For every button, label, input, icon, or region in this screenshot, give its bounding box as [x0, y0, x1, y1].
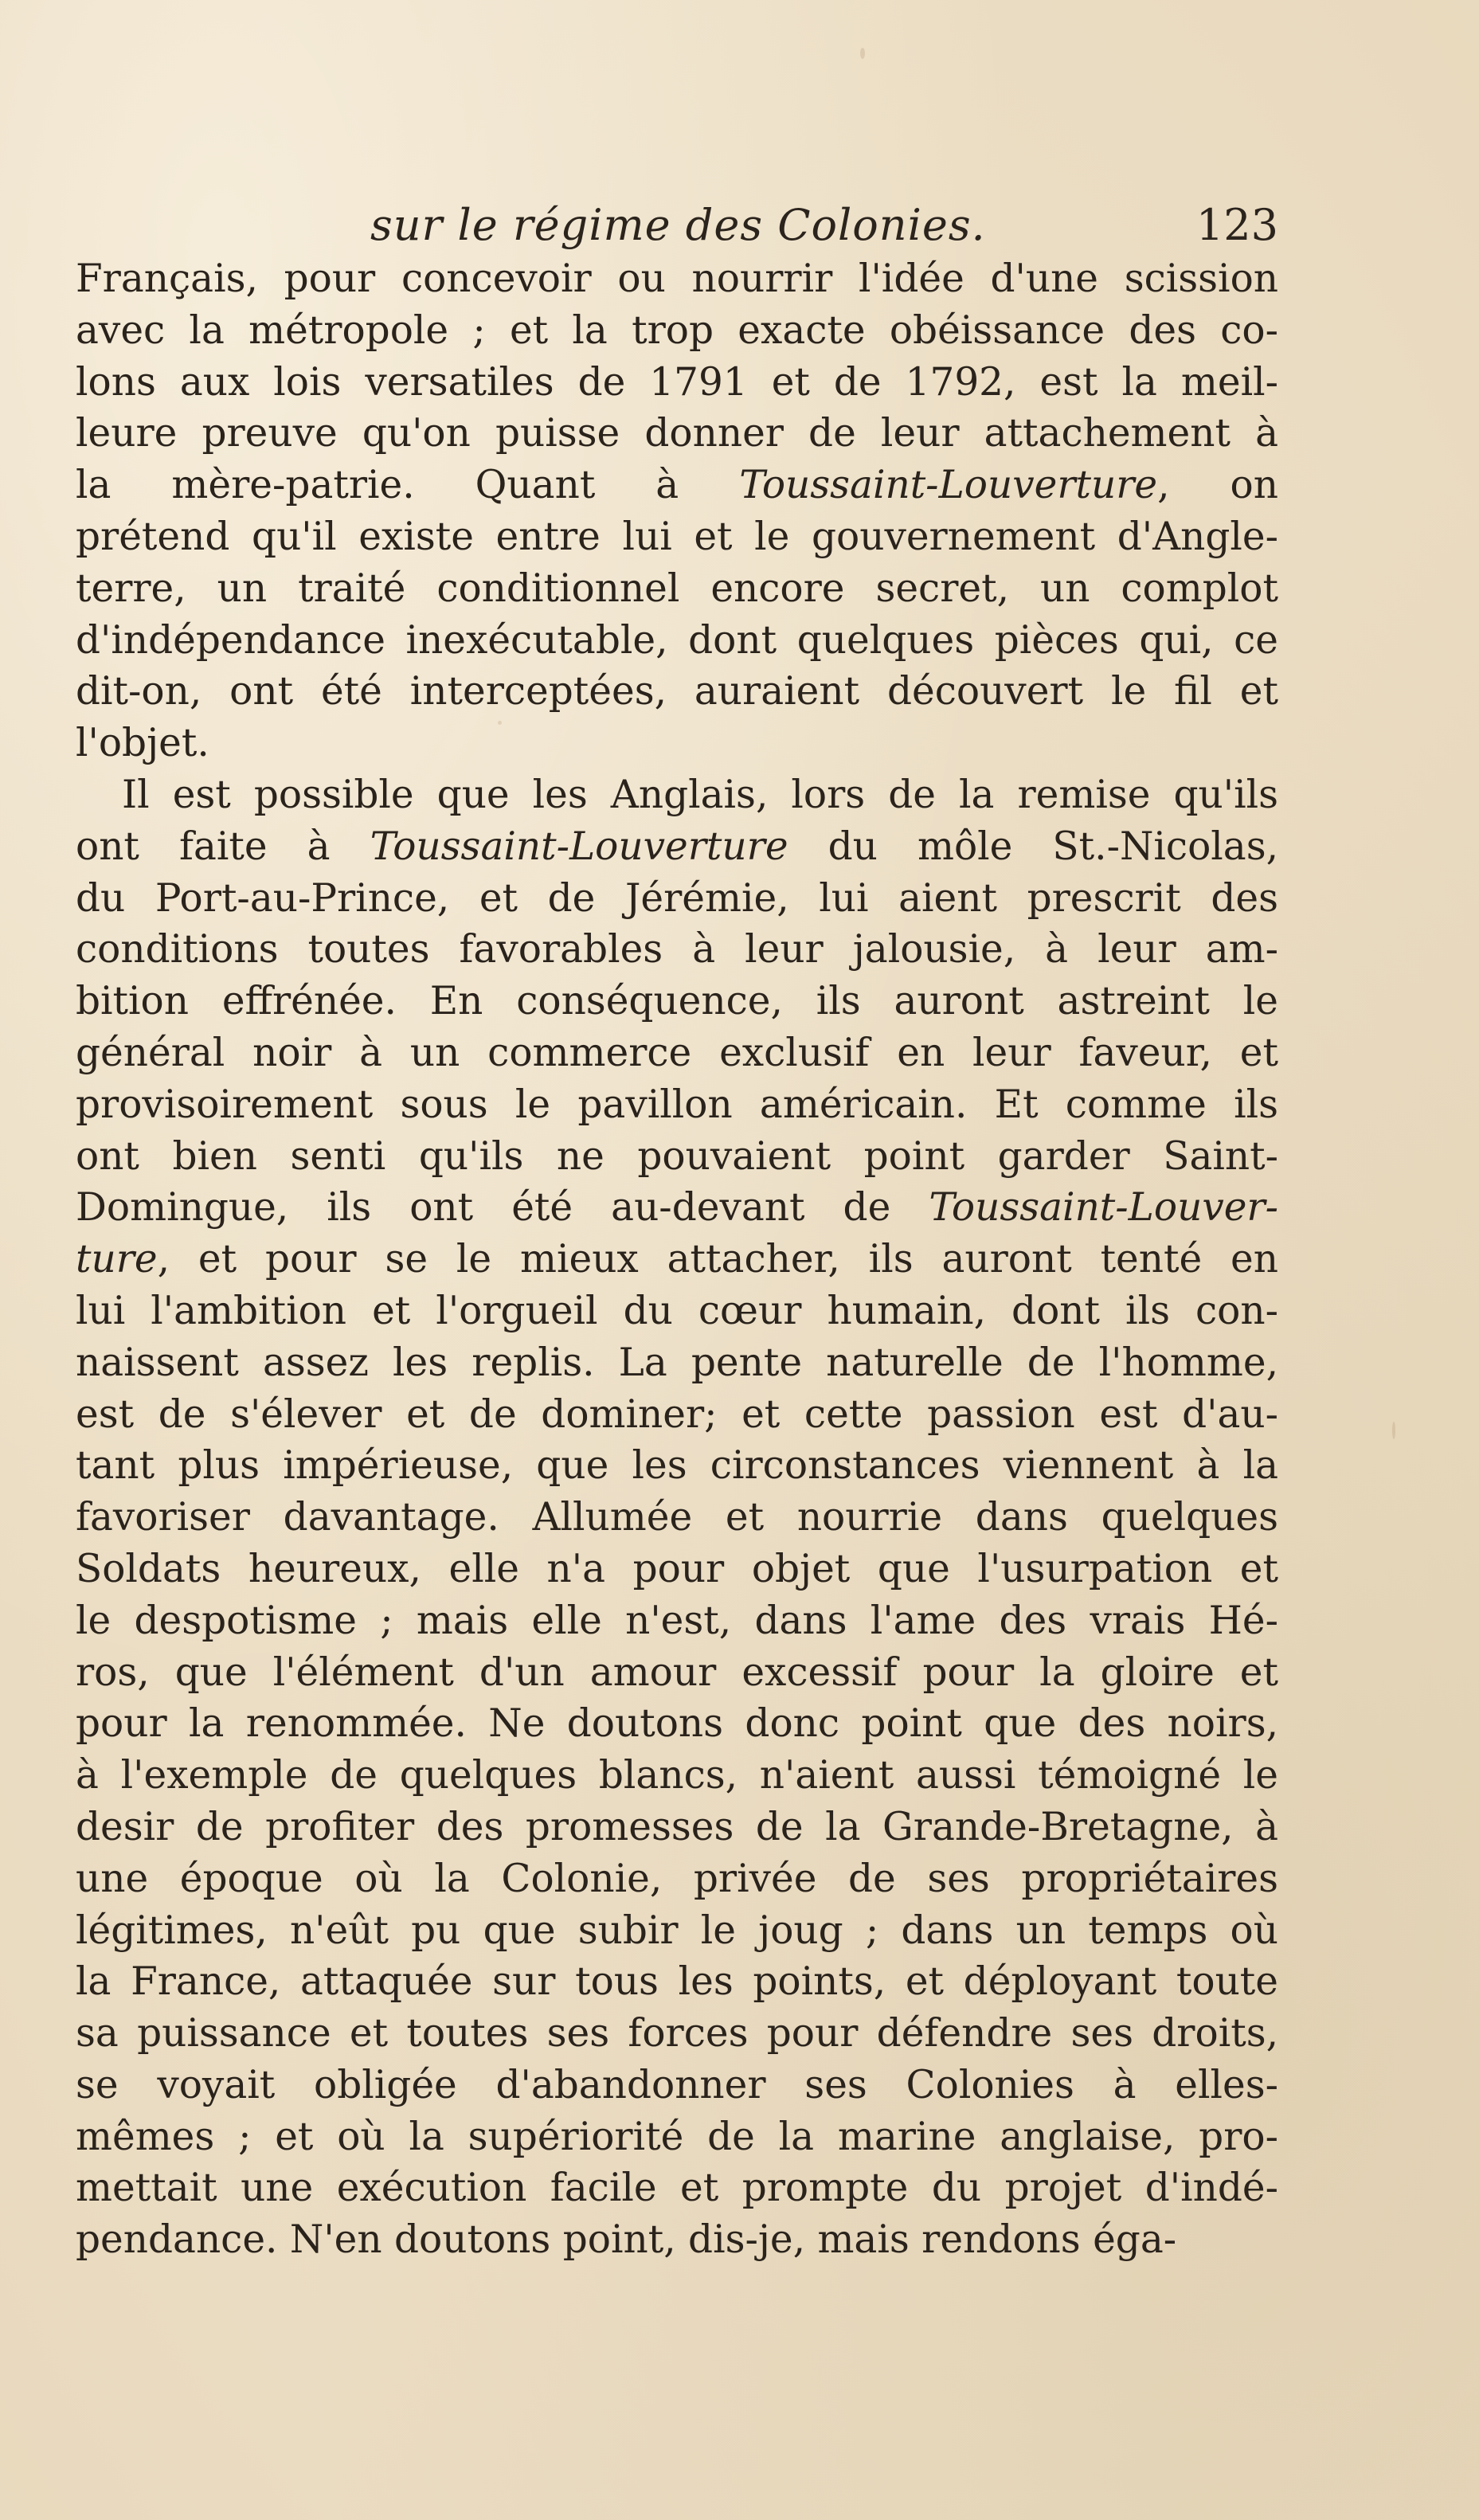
text-line [76, 1079, 1278, 1131]
page-number: 123 [1195, 200, 1278, 250]
text-segment: du Port-au-Prince, et de Jérémie, lui aient prescrit des [76, 875, 1278, 921]
text-line [76, 1131, 1278, 1183]
text-segment: prétend qu'il existe entre lui et le gouvernement d'Angle- [76, 514, 1278, 559]
text-line [76, 1337, 1278, 1389]
text-segment: leure preuve qu'on puisse donner de leur attachement à [76, 411, 1278, 456]
text-segment: la mère-patrie. Quant à [76, 463, 740, 508]
text-segment: bition effrénée. En conséquence, ils auront astreint le [76, 979, 1278, 1024]
text-line [76, 1234, 1278, 1285]
text-line [76, 2214, 1278, 2266]
text-line [76, 1440, 1278, 1492]
text-line [76, 1544, 1278, 1595]
text-line [76, 666, 1278, 718]
text-segment: est de s'élever et de dominer; et cette passion est d'au- [76, 1391, 1278, 1437]
text-line [76, 563, 1278, 615]
text-line [76, 1492, 1278, 1544]
body-text [76, 253, 1278, 2266]
text-segment: provisoirement sous le pavillon américain. Et comme ils [76, 1082, 1278, 1127]
text-line [76, 1802, 1278, 1853]
text-segment: conditions toutes favorables à leur jalousie, à leur am- [76, 927, 1278, 972]
text-segment: ont faite à [76, 824, 370, 869]
text-line [76, 1905, 1278, 1957]
text-segment: avec la métropole ; et la trop exacte obéissance des co- [76, 307, 1278, 353]
text-line [76, 924, 1278, 976]
text-line [76, 718, 1278, 769]
text-segment: pendance. N'en doutons point, dis-je, mais rendons éga- [76, 2217, 1177, 2263]
text-segment: le despotisme ; mais elle n'est, dans l'ame des vrais Hé- [76, 1598, 1278, 1643]
text-segment: ont bien senti qu'ils ne pouvaient point garder Saint- [76, 1133, 1278, 1179]
text-line [76, 1027, 1278, 1079]
text-segment: mettait une exécution facile et prompte du projet d'indé- [76, 2166, 1278, 2211]
text-segment: légitimes, n'eût pu que subir le joug ; dans un temps où [76, 1908, 1278, 1953]
text-line [76, 1750, 1278, 1802]
text-line [76, 1285, 1278, 1337]
text-segment: la France, attaquée sur tous les points, et déployant toute [76, 1959, 1278, 2005]
text-line [76, 1595, 1278, 1647]
italic-name: Toussaint-Louverture [739, 463, 1158, 508]
text-line [76, 769, 1278, 821]
text-segment: desir de profiter des promesses de la Grande-Bretagne, à [76, 1804, 1278, 1849]
text-segment: du môle St.-Nicolas, [788, 824, 1278, 869]
text-line [76, 2162, 1278, 2214]
text-segment: une époque où la Colonie, privée de ses propriétaires [76, 1856, 1278, 1901]
text-line [76, 976, 1278, 1027]
text-line [76, 1956, 1278, 2008]
italic-name: Toussaint-Louverture [370, 824, 788, 869]
text-segment: Domingue, ils ont été au-devant de [76, 1185, 929, 1231]
text-segment: pour la renommée. Ne doutons donc point que des noirs, [76, 1701, 1278, 1747]
text-line [76, 1647, 1278, 1699]
text-segment: , on [1157, 463, 1278, 508]
text-segment: favoriser davantage. Allumée et nourrie dans quelques [76, 1495, 1278, 1540]
text-segment: naissent assez les replis. La pente naturelle de l'homme, [76, 1340, 1278, 1385]
text-segment: d'indépendance inexécutable, dont quelques pièces qui, ce [76, 617, 1278, 663]
text-line [76, 2060, 1278, 2111]
italic-name: Toussaint-Louver- [929, 1185, 1278, 1231]
text-segment: se voyait obligée d'abandonner ses Colonies à elles- [76, 2062, 1278, 2107]
text-line [76, 2008, 1278, 2060]
running-head: sur le régime des Colonies. [370, 200, 986, 250]
text-line [76, 821, 1278, 873]
text-segment: tant plus impérieuse, que les circonstances viennent à la [76, 1443, 1278, 1489]
text-segment: Français, pour concevoir ou nourrir l'idée d'une scission [76, 256, 1278, 301]
text-segment: général noir à un commerce exclusif en leur faveur, et [76, 1030, 1278, 1075]
text-line [76, 460, 1278, 511]
paper-spot [1392, 1422, 1395, 1439]
text-segment: lons aux lois versatiles de 1791 et de 1792, est la meil- [76, 359, 1278, 405]
text-line [76, 873, 1278, 925]
text-line [76, 2111, 1278, 2163]
text-segment: à l'exemple de quelques blancs, n'aient aussi témoigné le [76, 1753, 1278, 1798]
text-line [76, 1389, 1278, 1441]
text-segment: l'objet. [76, 721, 209, 766]
text-line [76, 1698, 1278, 1750]
text-line [76, 511, 1278, 563]
text-segment: lui l'ambition et l'orgueil du cœur humain, dont ils con- [76, 1288, 1278, 1333]
text-segment: Il est possible que les Anglais, lors de la remise qu'ils [122, 772, 1278, 817]
text-line [76, 1853, 1278, 1905]
text-segment: dit-on, ont été interceptées, auraient découvert le fil et [76, 669, 1278, 714]
text-segment: mêmes ; et où la supériorité de la marine anglaise, pro- [76, 2114, 1278, 2159]
text-line [76, 615, 1278, 667]
text-line [76, 408, 1278, 460]
text-line [76, 305, 1278, 357]
text-line [76, 253, 1278, 305]
page-header [76, 198, 1278, 253]
text-segment: , et pour se le mieux attacher, ils auront tenté en [157, 1237, 1278, 1282]
text-segment: terre, un traité conditionnel encore secret, un complot [76, 565, 1278, 611]
text-segment: sa puissance et toutes ses forces pour défendre ses droits, [76, 2011, 1278, 2056]
text-line [76, 1182, 1278, 1234]
italic-name: ture [76, 1237, 158, 1282]
text-line [76, 357, 1278, 409]
text-segment: Soldats heureux, elle n'a pour objet que l'usurpation et [76, 1546, 1278, 1591]
paper-spot [860, 48, 865, 59]
text-segment: ros, que l'élément d'un amour excessif pour la gloire et [76, 1649, 1278, 1695]
